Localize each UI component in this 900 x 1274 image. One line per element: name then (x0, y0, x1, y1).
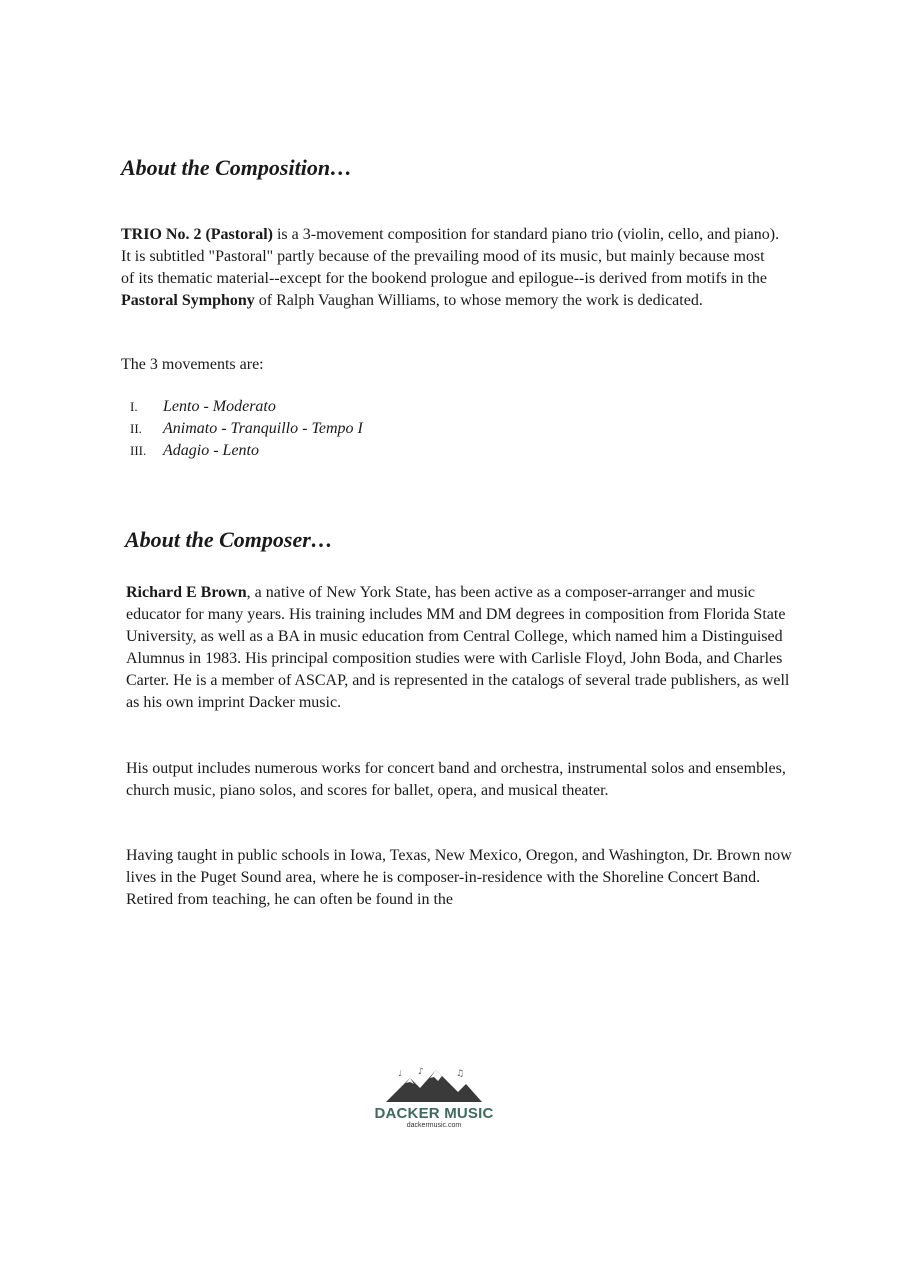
movement-numeral: I. (130, 399, 138, 414)
composition-text-2: of Ralph Vaughan Williams, to whose memory the work is dedicated. (254, 292, 703, 309)
logo-name: DACKER MUSIC (374, 1105, 494, 1122)
movement-list (130, 396, 363, 462)
movement-title: Animato - Tranquillo - Tempo I (163, 420, 363, 437)
movement-item (130, 396, 363, 418)
mountain-logo-icon (384, 1066, 484, 1104)
composition-heading: About the Composition… (121, 155, 353, 180)
composition-paragraph (121, 224, 781, 312)
composer-heading: About the Composer… (125, 527, 333, 552)
dacker-music-logo (372, 1066, 496, 1136)
movement-numeral: II. (130, 421, 142, 436)
movement-title: Adagio - Lento (163, 442, 259, 459)
movement-item (130, 418, 363, 440)
movement-item (130, 440, 363, 462)
composer-paragraph-1 (126, 582, 806, 714)
movement-numeral: III. (130, 443, 147, 458)
trio-title: TRIO No. 2 (Pastoral) (121, 226, 273, 243)
composer-name: Richard E Brown (126, 584, 247, 601)
movement-title: Lento - Moderato (163, 398, 276, 415)
logo-url: dackermusic.com (406, 1122, 462, 1129)
composer-text-1: , a native of New York State, has been active as a composer-arranger and music educator for many years. His training includes MM and DM degrees in composition from Florida State University, as well as a BA in music education from Central College, which named him a Distinguised Alumnus in 1983. His principal composition studies were with Carlisle Floyd, John Boda, and Charles Carter. He is a member of ASCAP, and is represented in the catalogs of several trade publishers, as well as his own imprint Dacker music. (126, 584, 790, 711)
movements-intro: The 3 movements are: (121, 356, 264, 373)
composer-paragraph-3: Having taught in public schools in Iowa, Texas, New Mexico, Oregon, and Washington, Dr. Brown now lives in the Puget Sound area, where he is composer-in-residence with the Shoreline Concert Band. Retired from teaching, he can often be found in the (126, 847, 792, 908)
svg-text:♩: ♩ (398, 1069, 402, 1078)
svg-text:♫: ♫ (456, 1069, 465, 1079)
pastoral-symphony: Pastoral Symphony (121, 292, 255, 309)
svg-text:♪: ♪ (418, 1067, 424, 1077)
composer-paragraph-2: His output includes numerous works for concert band and orchestra, instrumental solos and ensembles, church music, piano solos, and scores for ballet, opera, and musical theater. (126, 760, 786, 799)
composition-text-1: is a 3-movement composition for standard piano trio (violin, cello, and piano). It is subtitled "Pastoral" partly because of the prevailing mood of its music, but mainly because most of its thematic material--except for the bookend prologue and epilogue--is derived from motifs in the (121, 226, 780, 287)
